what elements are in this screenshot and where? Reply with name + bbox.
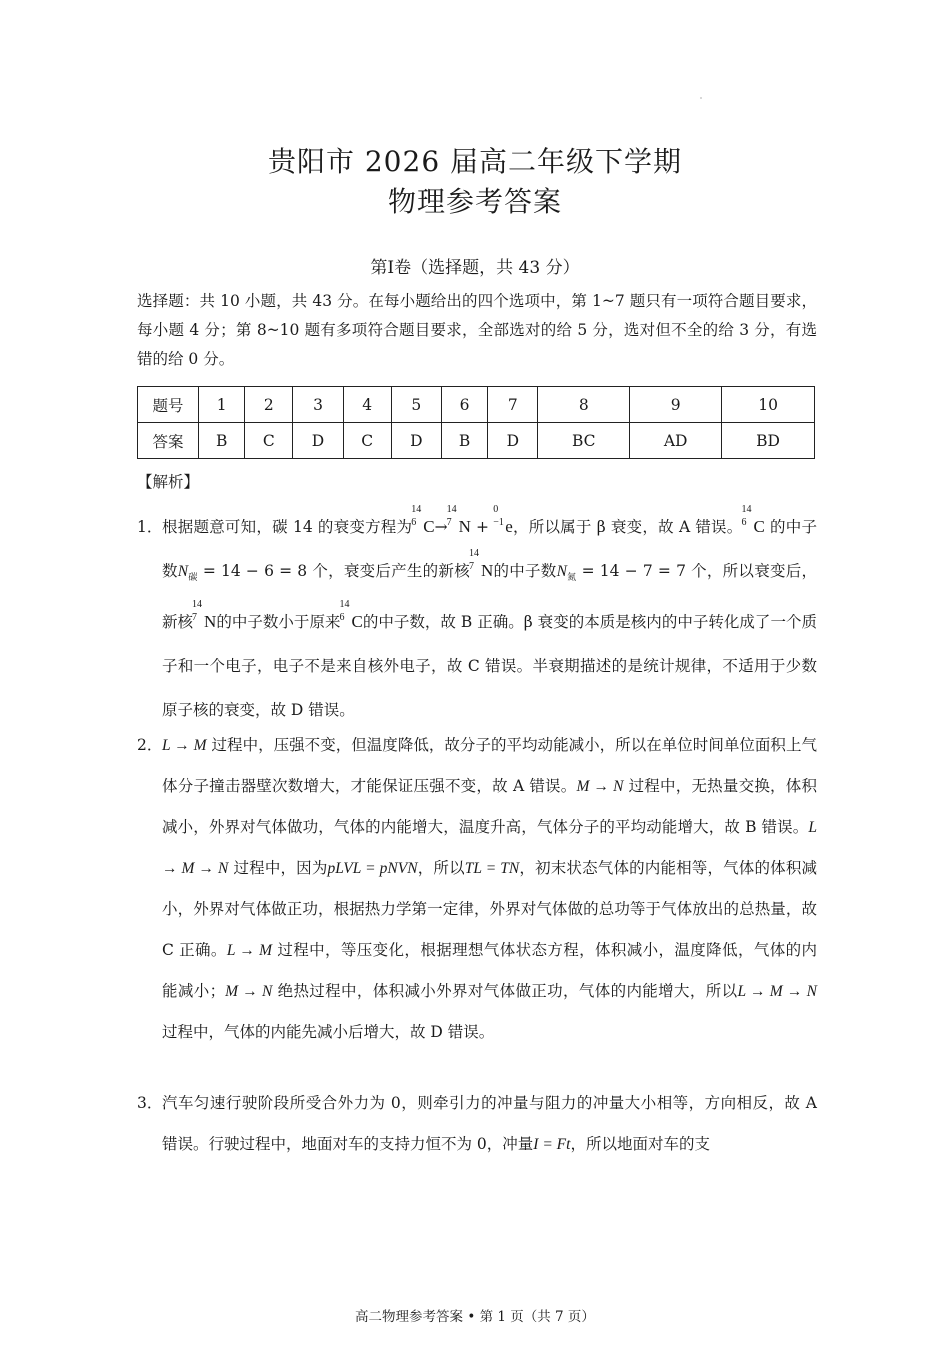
process-lmn: L → M → N [737, 983, 817, 1000]
item-text: = 14 − 6 = 8 个，衰变后产生的新核 [197, 562, 470, 580]
process-lm: L → M [162, 737, 207, 754]
document-title-line2: 物理参考答案 [387, 185, 562, 218]
item-text: 的中子数小于原来 [216, 613, 341, 632]
item-number: 2． [137, 736, 163, 754]
item-body [162, 505, 817, 732]
item-text: ，所以 [417, 859, 465, 877]
table-row-answers [138, 423, 815, 459]
answer-cell: BD [722, 423, 815, 459]
section-intro: 选择题：共 10 小题，共 43 分。在每小题给出的四个选项中，第 1~7 题只有一项符合题目要求，每小题 4 分；第 8~10 题有多项符合题目要求，全部选对的给 5 分，选对但不全的给 3 分，有选错的给 0 分。 [137, 292, 817, 368]
answer-cell: B [199, 423, 245, 459]
item-text: 的中子数，故 B 正确。β 衰变的本质是核内的中子转化成了一个质子和一个电子，电子不是来自核外电子，故 C 错误。半衰期描述的是统计规律，不适用于少数原子核的衰变，故 D 错误。 [162, 613, 817, 720]
analysis-label: 【解析】 [137, 473, 200, 491]
equation-arrow: → [434, 518, 448, 536]
equation-impulse: I = Ft [533, 1136, 571, 1153]
page-footer: 高二物理参考答案 • 第 1 页（共 7 页） [355, 1309, 595, 1325]
subscript: 碳 [188, 573, 198, 584]
question-number: 5 [391, 387, 441, 423]
question-number: 10 [722, 387, 815, 423]
item-text: ，初末状态气体的内能相等，气体的体积减小，外界对气体做正功，根据热力学第一定律，外界对气体做的总功等于气体放出的总热量，故 C 正确。 [162, 859, 817, 959]
item-text: 的中子数 [162, 518, 817, 580]
question-number: 7 [488, 387, 538, 423]
item-text: ，所以属于 β 衰变，故 A 错误。 [512, 518, 743, 536]
answer-cell: D [293, 423, 343, 459]
question-number: 1 [199, 387, 245, 423]
table-row-numbers [138, 387, 815, 423]
nuclide-nitrogen: 14 7 N [446, 504, 471, 536]
item-text: 根据题意可知，碳 14 的衰变方程为 [162, 518, 413, 536]
subscript: 氮 [566, 573, 577, 584]
nuclide-carbon: 14 6 C [741, 504, 765, 536]
answer-cell: BC [538, 423, 630, 459]
item-text: 过程中，气体的内能先减小后增大，故 D 错误。 [162, 1023, 495, 1041]
analysis-item-2 [137, 725, 817, 1053]
answer-cell: D [391, 423, 441, 459]
question-number: 2 [245, 387, 293, 423]
question-number: 4 [343, 387, 391, 423]
particle-electron: 0 −1 e [493, 504, 513, 536]
item-text: ，所以地面对车的支 [570, 1135, 710, 1153]
item-text: = 14 − 7 = 7 个，所以衰变后，新核 [162, 562, 817, 632]
question-number: 6 [441, 387, 487, 423]
item-number: 3． [137, 1094, 163, 1112]
item-text: 汽车匀速行驶阶段所受合外力为 0，则牵引力的冲量与阻力的冲量大小相等，方向相反，故 A 错误。行驶过程中，地面对车的支持力恒不为 0，冲量 [162, 1094, 817, 1153]
analysis-item-1 [137, 505, 817, 732]
equation-pv: pLVL = pNVN [327, 860, 418, 877]
item-text: 过程中，等压变化，根据理想气体状态方程，体积减小，温度降低，气体的内能减小； [162, 941, 817, 1000]
process-mn: M → N [576, 778, 624, 795]
nuclide-carbon: 14 6 C [339, 599, 363, 632]
answer-cell: C [343, 423, 391, 459]
item-text: 过程中，因为 [228, 859, 328, 877]
equation-plus: + [470, 518, 495, 536]
nuclide-nitrogen: 14 7 N [468, 548, 494, 580]
equation-t: TL = TN [464, 860, 520, 877]
analysis-item-3 [137, 1083, 817, 1165]
process-lm: L → M [226, 942, 273, 959]
nuclide-nitrogen: 14 7 N [192, 599, 217, 632]
item-body [162, 1083, 817, 1165]
document-title-line1: 贵阳市 2026 届高二年级下学期 [267, 145, 683, 178]
section-heading: 第Ⅰ卷（选择题，共 43 分） [370, 258, 580, 278]
symbol-n: N [177, 563, 189, 580]
answer-cell: D [488, 423, 538, 459]
question-number: 9 [630, 387, 722, 423]
item-text: 过程中，无热量交换，体积减小，外界对气体做功，气体的内能增大，温度升高，气体分子的平均动能增大，故 B 错误。 [162, 777, 817, 836]
answer-cell: C [245, 423, 293, 459]
row-label-answer: 答案 [138, 423, 199, 459]
symbol-n: N [556, 563, 567, 580]
answer-cell: AD [630, 423, 722, 459]
question-number: 3 [293, 387, 343, 423]
answer-table [137, 386, 815, 459]
nuclide-carbon: 14 6 C [411, 504, 435, 536]
scan-dot [700, 97, 702, 99]
question-number: 8 [538, 387, 630, 423]
process-lmn: L → M → N [162, 819, 817, 877]
answer-cell: B [441, 423, 487, 459]
item-text: 的中子数 [493, 562, 557, 580]
item-text: 过程中，压强不变，但温度降低，故分子的平均动能减小，所以在单位时间单位面积上气体分子撞击器壁次数增大，才能保证压强不变，故 A 错误。 [162, 736, 817, 795]
item-text: 绝热过程中，体积减小外界对气体做正功，气体的内能增大，所以 [272, 982, 738, 1000]
item-number: 1． [137, 518, 163, 536]
row-label-number: 题号 [138, 387, 199, 423]
process-mn: M → N [225, 983, 273, 1000]
item-body [162, 725, 817, 1053]
